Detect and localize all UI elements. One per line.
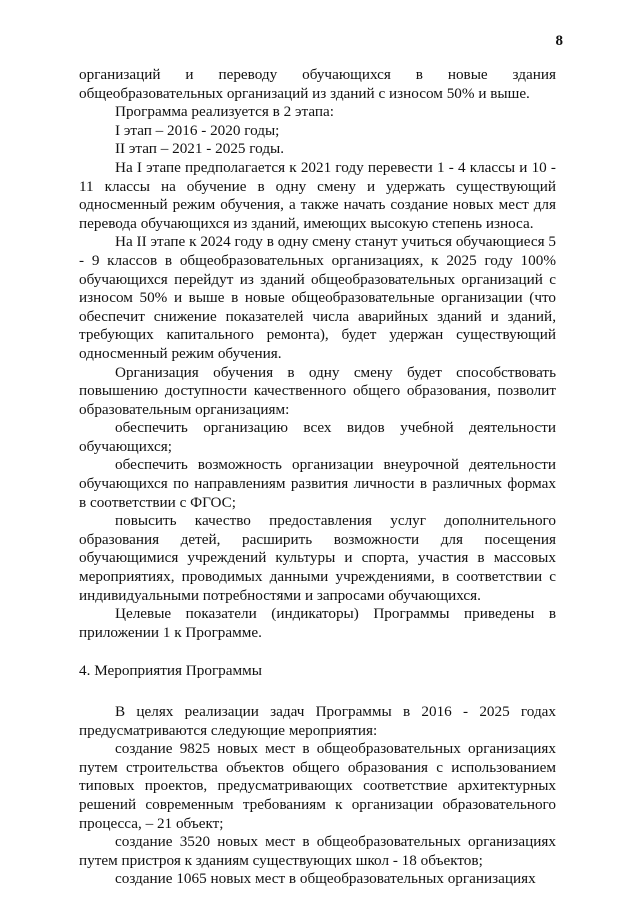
paragraph-measure-2: создание 3520 новых мест в общеобразовательных организациях путем пристроя к зданиям существующих школ - 18 объектов; (79, 833, 556, 869)
paragraph-stage-2-plan: На II этапе к 2024 году в одну смену станут учиться обучающиеся 5 - 9 классов в общеобразовательных организациях, к 2025 году 100% обучающихся перейдут из зданий общеобразовательных организаций с износом 50% и выше в новые общеобразовательные организации (что обеспечит снижение показателей числа аварийных зданий и зданий, требующих капитального ремонта), будет удержан существующий односменный режим обучения. (79, 233, 556, 362)
paragraph-benefit-1: обеспечить организацию всех видов учебной деятельности обучающихся; (79, 419, 556, 455)
paragraph-measures-intro: В целях реализации задач Программы в 2016 - 2025 годах предусматриваются следующие мероприятия: (79, 703, 556, 739)
paragraph-benefit-2: обеспечить возможность организации внеурочной деятельности обучающихся по направлениям развития личности в различных формах в соответствии с ФГОС; (79, 456, 556, 511)
paragraph-measure-1: создание 9825 новых мест в общеобразовательных организациях путем строительства объектов общего образования с использованием типовых проектов, предусматривающих соответствие архитектурных решений современным требованиям к организации образовательного процесса, – 21 объект; (79, 740, 556, 832)
page-number: 8 (555, 33, 563, 49)
section-heading: 4. Мероприятия Программы (79, 662, 262, 680)
paragraph-one-shift-benefits: Организация обучения в одну смену будет способствовать повышению доступности качественного общего образования, позволит образовательным организациям: (79, 363, 556, 418)
paragraph-benefit-3: повысить качество предоставления услуг дополнительного образования детей, расширить возможности для посещения обучающимися учреждений культуры и спорта, участия в массовых мероприятиях, проводимых данными учреждениями, в соответствии с индивидуальными потребностями и запросами обучающихся. (79, 512, 556, 604)
paragraph-stage-1-plan: На I этапе предполагается к 2021 году перевести 1 - 4 классы и 10 - 11 классы на обучение в одну смену и удержать существующий односменный режим обучения, а также начать создание новых мест для перевода обучающихся из зданий, имеющих высокую степень износа. (79, 158, 556, 232)
paragraph-stages-intro: Программа реализуется в 2 этапа: (115, 103, 334, 121)
page-content (79, 66, 556, 889)
paragraph-measure-3: создание 1065 новых мест в общеобразовательных организациях (115, 870, 536, 888)
paragraph-indicators: Целевые показатели (индикаторы) Программы приведены в приложении 1 к Программе. (79, 605, 556, 641)
paragraph-stage-2: II этап – 2021 - 2025 годы. (115, 140, 285, 158)
paragraph-stage-1: I этап – 2016 - 2020 годы; (115, 121, 280, 139)
paragraph-continuation: организаций и переводу обучающихся в новые здания общеобразовательных организаций из зданий с износом 50% и выше. (79, 66, 556, 102)
